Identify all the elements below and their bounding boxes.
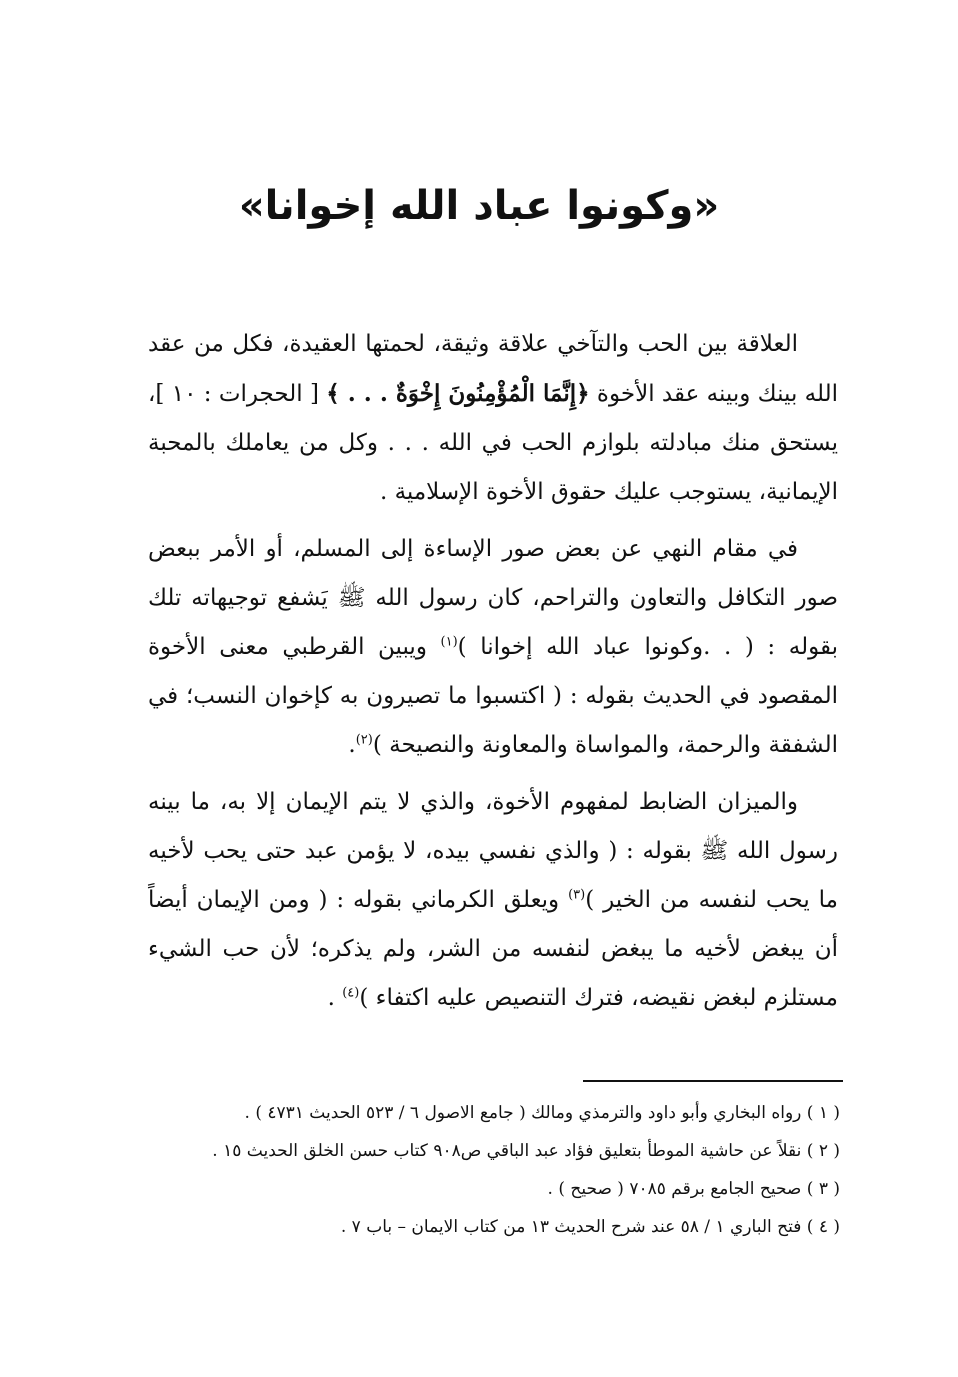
footnote-divider [583,1080,843,1082]
paragraph-2-text-a: في مقام النهي عن بعض صور الإساءة إلى المسلم، أو الأمر ببعض صور التكافل والتعاون والتراحم، كان رسول الله ﷺ يَشفع توجيهاته تلك بقوله : ( . .وكونوا عباد الله إخوانا ) [148,536,838,660]
paragraph-3-text-b: ويعلق الكرماني بقوله : ( ومن الإيمان أيضاً أن يبغض لأخيه ما يبغض لنفسه من الشر، ولم يذكره؛ لأن حب الشيء مستلزم لبغض نقيضه، فترك التنصيص عليه اكتفاء ) [148,887,838,1011]
paragraph-1 [148,320,838,517]
paragraph-3-text-a: والميزان الضابط لمفهوم الأخوة، والذي لا يتم الإيمان إلا به، ما بينه رسول الله ﷺ بقوله : ( والذي نفسي بيده، لا يؤمن عبد حتى يحب لأخيه ما يحب لنفسه من الخير ) [148,789,838,913]
quran-verse: ﴿إِنَّمَا الْمُؤْمِنُونَ إِخْوَةٌ . . . ﴾ [326,380,590,407]
paragraph-1-text-b: [ الحجرات : ١٠ ]، يستحق منك مبادلته بلوازم الحب في الله . . . وكل من يعاملك بالمحبة الإيمانية، يستوجب عليك حقوق الأخوة الإسلامية . [148,381,838,505]
paragraph-3 [148,778,838,1023]
paragraph-2-text-b: ويبين القرطبي معنى الأخوة المقصود في الحديث بقوله : ( اكتسبوا ما تصيرون به كإخوان النسب؛ في الشفقة والرحمة، والمواساة والمعاونة والنصيحة ) [148,634,838,758]
footnote-ref-1: (١) [440,634,458,650]
paragraph-3-text-c: . [327,985,343,1011]
paragraph-1-text-a: العلاقة بين الحب والتآخي علاقة وثيقة، لحمتها العقيدة، فكل من عقد الله بينك وبينه عقد الأخوة [148,331,839,407]
footnote-1: ( ١ ) رواه البخاري وأبو داود والترمذي ومالك ( جامع الاصول ٦ / ٥٢٣ الحديث ٤٧٣١ ) . [244,1103,840,1123]
footnote-ref-3: (٣) [568,887,586,903]
footnote-ref-2: (٢) [355,732,373,748]
paragraph-2-text-c: . [348,732,356,758]
paragraph-2 [148,525,838,770]
footnote-4: ( ٤ ) فتح الباري ١ / ٥٨ عند شرح الحديث ١٣ من كتاب الايمان – باب ٧ . [340,1217,840,1237]
footnote-ref-4: (٤) [342,985,360,1001]
body-text [148,320,838,1023]
footnote-2: ( ٢ ) نقلاً عن حاشية الموطأ بتعليق فؤاد عبد الباقي ص٩٠٨ كتاب حسن الخلق الحديث ١٥ . [212,1141,840,1161]
page-title: «وكونوا عباد الله إخوانا» [238,183,720,229]
footnotes [140,1094,840,1246]
footnote-3: ( ٣ ) صحيح الجامع برقم ٧٠٨٥ ( صحيح ) . [547,1179,840,1199]
